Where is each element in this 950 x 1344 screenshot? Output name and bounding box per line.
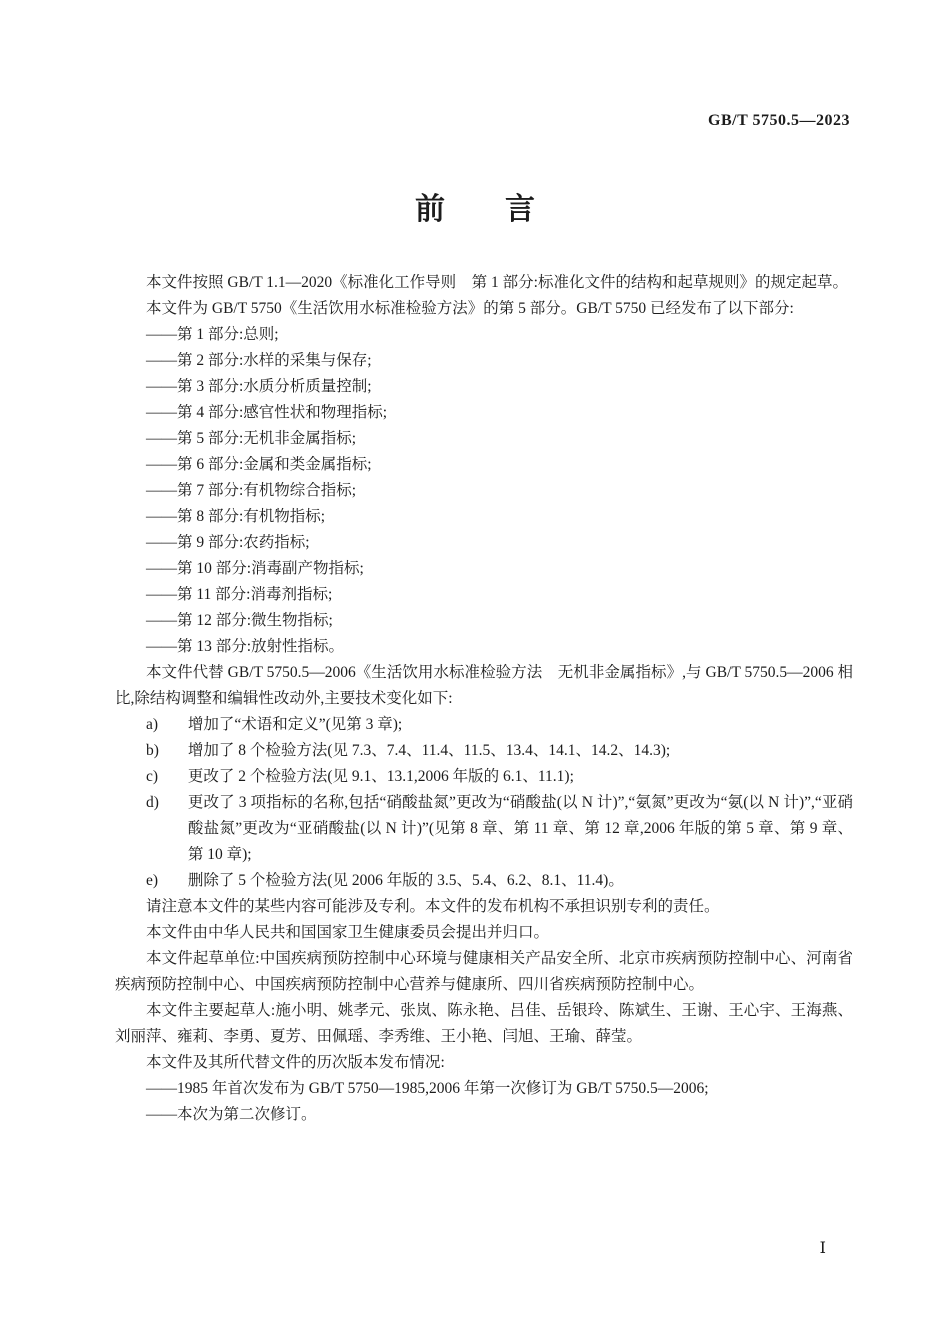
part-item: ——第 5 部分:无机非金属指标; xyxy=(146,430,357,447)
part-item: ——第 3 部分:水质分析质量控制; xyxy=(146,378,372,395)
para-drafters: 本文件主要起草人:施小明、姚孝元、张岚、陈永艳、吕佳、岳银玲、陈斌生、王谢、王心宇、王海燕、刘丽萍、雍莉、李勇、夏芳、田佩瑶、李秀维、王小艳、闫旭、王瑜、薛莹。 xyxy=(115,1002,853,1045)
part-item: ——第 6 部分:金属和类金属指标; xyxy=(146,456,372,473)
history-item: ——本次为第二次修订。 xyxy=(146,1106,317,1123)
part-item: ——第 7 部分:有机物综合指标; xyxy=(146,482,357,499)
para-replaces: 本文件代替 GB/T 5750.5—2006《生活饮用水标准检验方法 无机非金属指标》,与 GB/T 5750.5—2006 相比,除结构调整和编辑性改动外,主要技术变化如下: xyxy=(115,664,853,707)
change-text: 增加了“术语和定义”(见第 3 章); xyxy=(187,716,403,733)
part-item: ——第 9 部分:农药指标; xyxy=(146,534,310,551)
foreword-body xyxy=(115,270,853,1128)
para-history-intro: 本文件及其所代替文件的历次版本发布情况: xyxy=(146,1054,445,1071)
para-issuer: 本文件由中华人民共和国国家卫生健康委员会提出并归口。 xyxy=(146,924,550,941)
para-drafting-rule: 本文件按照 GB/T 1.1—2020《标准化工作导则 第 1 部分:标准化文件的结构和起草规则》的规定起草。 xyxy=(146,274,848,291)
para-drafting-orgs: 本文件起草单位:中国疾病预防控制中心环境与健康相关产品安全所、北京市疾病预防控制中心、河南省疾病预防控制中心、中国疾病预防控制中心营养与健康所、四川省疾病预防控制中心。 xyxy=(115,950,853,993)
change-label: c) xyxy=(146,768,159,785)
part-item: ——第 8 部分:有机物指标; xyxy=(146,508,326,525)
change-item xyxy=(146,868,853,894)
part-item: ——第 10 部分:消毒副产物指标; xyxy=(146,560,364,577)
para-patent-notice: 请注意本文件的某些内容可能涉及专利。本文件的发布机构不承担识别专利的责任。 xyxy=(146,898,720,915)
change-text: 增加了 8 个检验方法(见 7.3、7.4、11.4、11.5、13.4、14.1、14.2、14.3); xyxy=(187,742,671,759)
para-series-intro: 本文件为 GB/T 5750《生活饮用水标准检验方法》的第 5 部分。GB/T 5750 已经发布了以下部分: xyxy=(146,300,794,317)
foreword-title: 前 言 xyxy=(415,193,535,226)
part-item: ——第 2 部分:水样的采集与保存; xyxy=(146,352,372,369)
change-label: b) xyxy=(146,742,159,759)
change-item xyxy=(146,764,853,790)
part-item: ——第 13 部分:放射性指标。 xyxy=(146,638,345,655)
change-label: e) xyxy=(146,872,159,889)
change-text: 更改了 3 项指标的名称,包括“硝酸盐氮”更改为“硝酸盐(以 N 计)”,“氨氮”更改为“氨(以 N 计)”,“亚硝酸盐氮”更改为“亚硝酸盐(以 N 计)”(见第 8 章、第 11 章、第 12 章,2006 年版的第 5 章、第 9 章、第 10 章); xyxy=(187,794,853,863)
page-number: Ⅰ xyxy=(819,1240,826,1257)
change-item xyxy=(146,738,853,764)
part-item: ——第 11 部分:消毒剂指标; xyxy=(146,586,333,603)
change-text: 更改了 2 个检验方法(见 9.1、13.1,2006 年版的 6.1、11.1); xyxy=(187,768,574,785)
change-label: a) xyxy=(146,716,159,733)
part-item: ——第 1 部分:总则; xyxy=(146,326,279,343)
changes-list xyxy=(115,712,853,894)
standard-number: GB/T 5750.5—2023 xyxy=(708,112,850,129)
part-item: ——第 12 部分:微生物指标; xyxy=(146,612,333,629)
change-item xyxy=(146,712,853,738)
change-label: d) xyxy=(146,794,159,811)
parts-list xyxy=(115,322,853,660)
part-item: ——第 4 部分:感官性状和物理指标; xyxy=(146,404,388,421)
change-item xyxy=(146,790,853,868)
history-list xyxy=(115,1076,853,1128)
history-item: ——1985 年首次发布为 GB/T 5750—1985,2006 年第一次修订为 GB/T 5750.5—2006; xyxy=(146,1080,709,1097)
change-text: 删除了 5 个检验方法(见 2006 年版的 3.5、5.4、6.2、8.1、11.4)。 xyxy=(187,872,624,889)
